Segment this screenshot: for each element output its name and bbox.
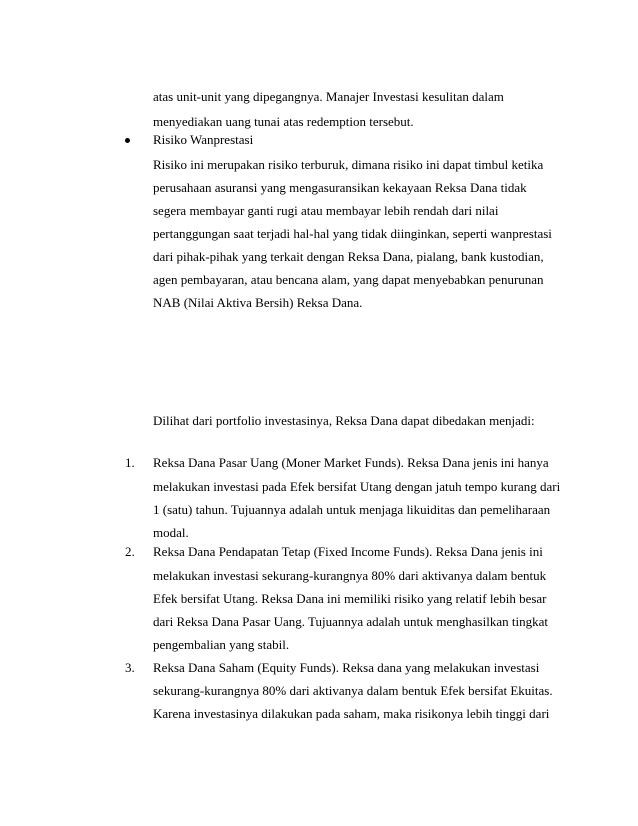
list-item-line: melakukan investasi pada Efek bersifat Utang dengan jatuh tempo kurang dari xyxy=(153,479,561,494)
list-item-line: sekurang-kurangnya 80% dari aktivanya dalam bentuk Efek bersifat Ekuitas. xyxy=(153,683,553,698)
list-number: 2. xyxy=(125,544,135,559)
bullet-title: Risiko Wanprestasi xyxy=(153,132,254,147)
list-item-line: Reksa Dana Pendapatan Tetap (Fixed Income Funds). Reksa Dana jenis ini xyxy=(153,544,543,559)
list-item-line: melakukan investasi sekurang-kurangnya 80% dari aktivanya dalam bentuk xyxy=(153,568,547,583)
list-item-line: Reksa Dana Saham (Equity Funds). Reksa dana yang melakukan investasi xyxy=(153,660,540,675)
paragraph-line: segera membayar ganti rugi atau membayar lebih rendah dari nilai xyxy=(153,203,499,218)
list-item-line: Efek bersifat Utang. Reksa Dana ini memiliki risiko yang relatif lebih besar xyxy=(153,591,547,606)
list-item-line: dari Reksa Dana Pasar Uang. Tujuannya adalah untuk menghasilkan tingkat xyxy=(153,614,548,629)
paragraph-line: agen pembayaran, atau bencana alam, yang dapat menyebabkan penurunan xyxy=(153,272,544,287)
paragraph-line: NAB (Nilai Aktiva Bersih) Reksa Dana. xyxy=(153,295,363,310)
paragraph-line: menyediakan uang tunai atas redemption tersebut. xyxy=(153,114,414,129)
list-item-line: pengembalian yang stabil. xyxy=(153,637,290,652)
list-item-line: Reksa Dana Pasar Uang (Moner Market Funds). Reksa Dana jenis ini hanya xyxy=(153,455,549,470)
bullet-icon xyxy=(125,138,130,143)
list-number: 3. xyxy=(125,660,135,675)
list-item-line: Karena investasinya dilakukan pada saham, maka risikonya lebih tinggi dari xyxy=(153,706,550,721)
paragraph-line: perusahaan asuransi yang mengasuransikan kekayaan Reksa Dana tidak xyxy=(153,180,527,195)
paragraph-line: Risiko ini merupakan risiko terburuk, dimana risiko ini dapat timbul ketika xyxy=(153,157,544,172)
list-number: 1. xyxy=(125,455,135,470)
paragraph-line: dari pihak-pihak yang terkait dengan Reksa Dana, pialang, bank kustodian, xyxy=(153,249,544,264)
list-item-line: 1 (satu) tahun. Tujuannya adalah untuk menjaga likuiditas dan pemeliharaan xyxy=(153,502,551,517)
paragraph-line: pertanggungan saat terjadi hal-hal yang tidak diinginkan, seperti wanprestasi xyxy=(153,226,552,241)
intro-paragraph: Dilihat dari portfolio investasinya, Reksa Dana dapat dibedakan menjadi: xyxy=(153,413,535,428)
list-item-line: modal. xyxy=(153,525,189,540)
paragraph-line: atas unit-unit yang dipegangnya. Manajer Investasi kesulitan dalam xyxy=(153,89,504,104)
